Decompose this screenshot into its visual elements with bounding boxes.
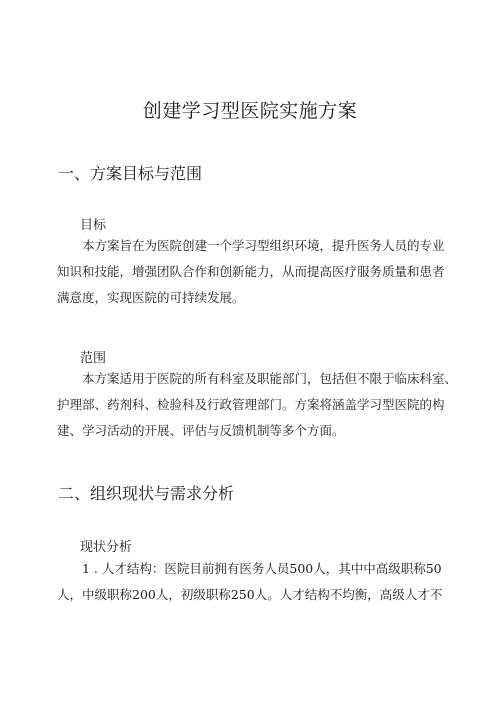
text-line: 本方案适用于医院的所有科室及职能部门，包括但不限于临床科室、 (82, 371, 458, 386)
text-line: 建、学习活动的开展、评估与反馈机制等多个方面。 (57, 423, 345, 438)
section-heading-goals-scope: 一、方案目标与范围 (58, 164, 203, 183)
text-line: 本方案旨在为医院创建一个学习型组织环境，提升医务人员的专业 (82, 238, 445, 253)
subsection-heading-goal: 目标 (80, 218, 107, 233)
paragraph-current-status (57, 556, 449, 608)
subsection-heading-current-status: 现状分析 (80, 540, 133, 555)
paragraph-goal (57, 233, 449, 311)
paragraph-scope (57, 366, 458, 444)
subsection-heading-scope: 范围 (80, 351, 107, 366)
text-line: 满意度，实现医院的可持续发展。 (57, 290, 245, 305)
text-line: 人，中级职称200人，初级职称250人。人才结构不均衡，高级人才不 (57, 587, 443, 602)
text-line: 1 . 人才结构：医院目前拥有医务人员500人，其中中高级职称50 (82, 561, 442, 576)
section-heading-status-analysis: 二、组织现状与需求分析 (58, 484, 235, 503)
document-title: 创建学习型医院实施方案 (142, 100, 358, 122)
text-line: 护理部、药剂科、检验科及行政管理部门。方案将涵盖学习型医院的构 (57, 397, 445, 412)
text-line: 知识和技能，增强团队合作和创新能力，从而提高医疗服务质量和患者 (57, 264, 445, 279)
